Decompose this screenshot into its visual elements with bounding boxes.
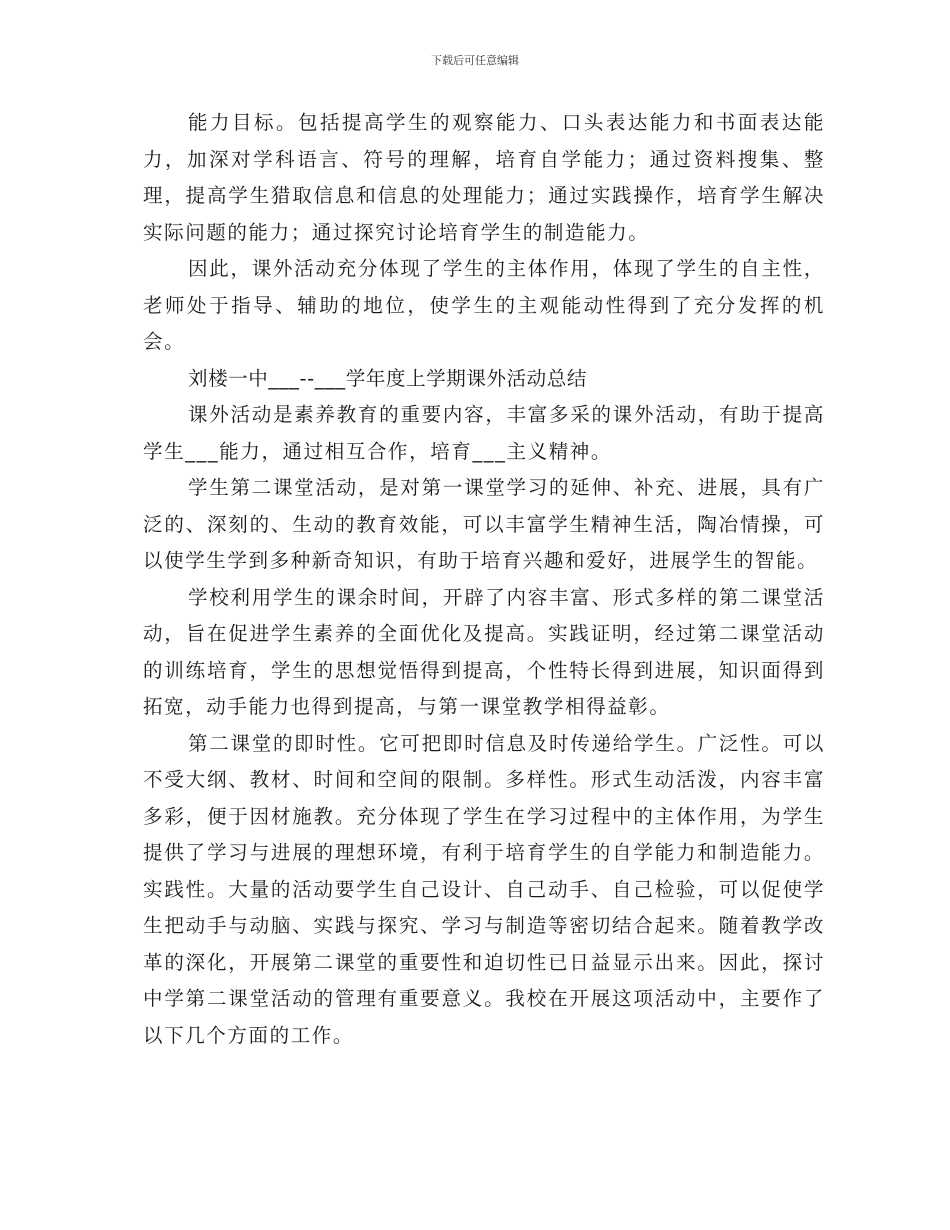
page-header: 下载后可任意编辑 bbox=[431, 54, 519, 67]
section-title: 刘楼一中___--___学年度上学期课外活动总结 bbox=[188, 366, 587, 390]
paragraph-ability-goals: 能力目标。包括提高学生的观察能力、口头表达能力和书面表达能力，加深对学科语言、符号的理解，培育自学能力；通过资料搜集、整理，提高学生猎取信息和信息的处理能力；通过实践操作，培育学生解决实际问题的能力；通过探究讨论培育学生的制造能力。 bbox=[143, 111, 825, 244]
paragraph-second-classroom: 学生第二课堂活动，是对第一课堂学习的延伸、补充、进展，具有广泛的、深刻的、生动的教育效能，可以丰富学生精神生活，陶冶情操，可以使学生学到多种新奇知识，有助于培育兴趣和爱好，进展学生的智能。 bbox=[143, 476, 825, 572]
paragraph-student-subject-role: 因此，课外活动充分体现了学生的主体作用，体现了学生的自主性，老师处于指导、辅助的地位，使学生的主观能动性得到了充分发挥的机会。 bbox=[143, 257, 825, 353]
paragraph-extracurricular-intro: 课外活动是素养教育的重要内容，丰富多采的课外活动，有助于提高学生___能力，通过相互合作，培育___主义精神。 bbox=[143, 403, 825, 463]
paragraph-second-classroom-features: 第二课堂的即时性。它可把即时信息及时传递给学生。广泛性。可以不受大纲、教材、时间和空间的限制。多样性。形式生动活泼，内容丰富多彩，便于因材施教。充分体现了学生在学习过程中的主体作用，为学生提供了学习与进展的理想环境，有利于培育学生的自学能力和制造能力。实践性。大量的活动要学生自己设计、自己动手、自己检验，可以促使学生把动手与动脑、实践与探究、学习与制造等密切结合起来。随着教学改革的深化，开展第二课堂的重要性和迫切性已日益显示出来。因此，探讨中学第二课堂活动的管理有重要意义。我校在开展这项活动中，主要作了以下几个方面的工作。 bbox=[143, 731, 825, 1047]
paragraph-school-activities: 学校利用学生的课余时间，开辟了内容丰富、形式多样的第二课堂活动，旨在促进学生素养的全面优化及提高。实践证明，经过第二课堂活动的训练培育，学生的思想觉悟得到提高，个性特长得到进展，知识面得到拓宽，动手能力也得到提高，与第一课堂教学相得益彰。 bbox=[143, 585, 825, 718]
document-body bbox=[143, 105, 825, 1054]
